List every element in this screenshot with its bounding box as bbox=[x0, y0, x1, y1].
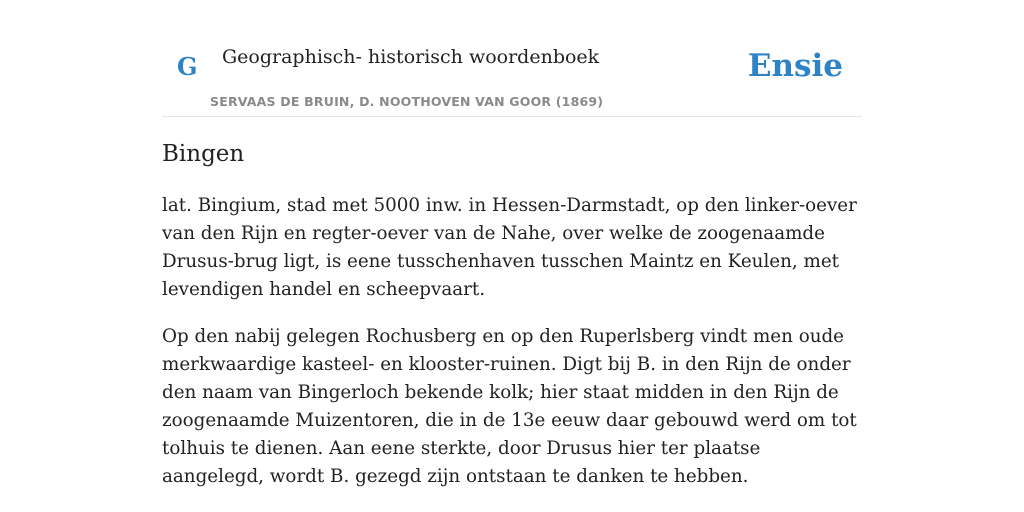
entry-paragraph: lat. Bingium, stad met 5000 inw. in Hessen-Darmstadt, op den linker-oever van den Rijn en regter-oever van de Nahe, over welke de zoogenaamde Drusus-brug ligt, is eene tusschenhaven tusschen Maintz en Keulen, met levendigen handel en scheepvaart. bbox=[162, 195, 857, 300]
entry-title: Bingen bbox=[162, 141, 245, 167]
entry-content bbox=[162, 138, 862, 510]
entry-paragraph: Op den nabij gelegen Rochusberg en op den Ruperlsberg vindt men oude merkwaardige kasteel- en klooster-ruinen. Digt bij B. in den Rijn de onder den naam van Bingerloch bekende kolk; hier staat midden in den Rijn de zoogenaamde Muizentoren, die in de 13e eeuw daar gebouwd werd om tot tolhuis te dienen. Aan eene sterkte, door Drusus hier ter plaatse aangelegd, wordt B. gezegd zijn ontstaan te danken te hebben. bbox=[162, 326, 857, 487]
book-header bbox=[162, 0, 862, 117]
book-logo-icon[interactable]: G bbox=[177, 52, 198, 81]
book-authors: SERVAAS DE BRUIN, D. NOOTHOVEN VAN GOOR (1869) bbox=[210, 94, 604, 109]
ensie-logo[interactable]: Ensie bbox=[747, 48, 843, 84]
book-title-link[interactable]: Geographisch- historisch woordenboek bbox=[222, 46, 600, 68]
